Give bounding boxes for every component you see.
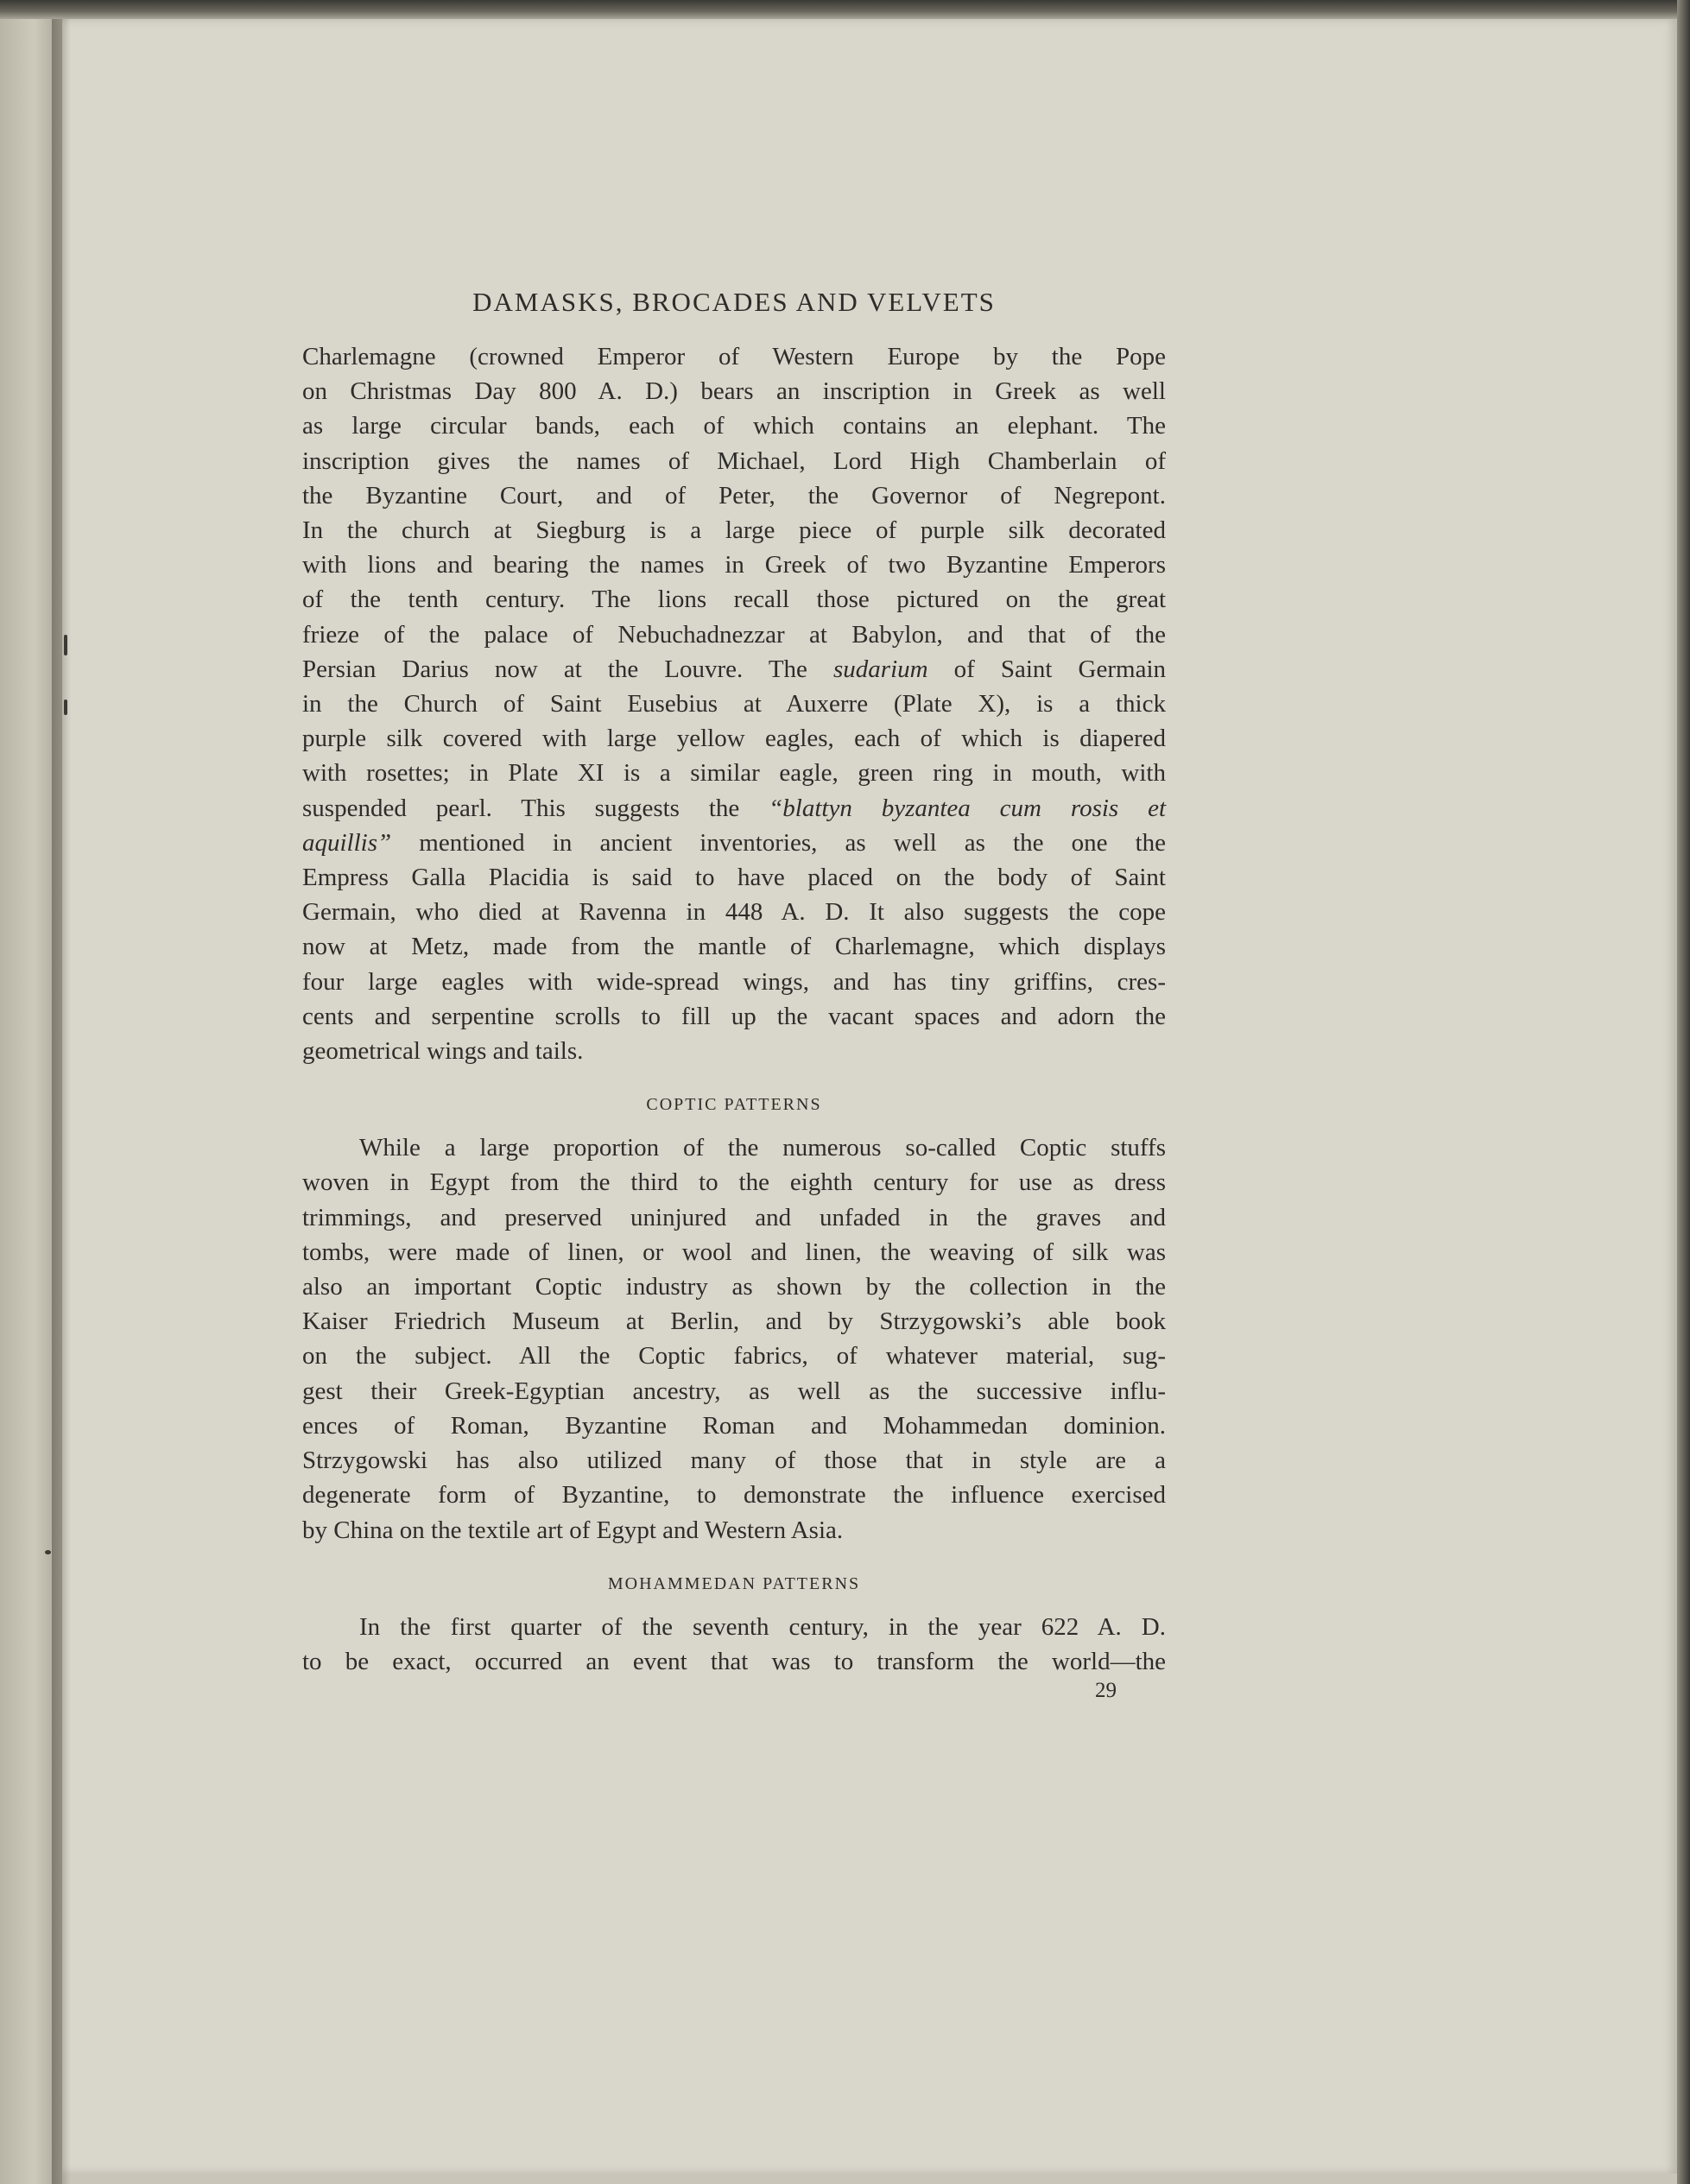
italic-latin-quote-end: aquillis” bbox=[302, 828, 392, 857]
text-line: ences of Roman, Byzantine Roman and Mohammedan dominion. bbox=[302, 1411, 1166, 1440]
text-line: geometrical wings and tails. bbox=[302, 1037, 584, 1066]
running-head: DAMASKS, BROCADES AND VELVETS bbox=[472, 287, 996, 317]
text-line: frieze of the palace of Nebuchadnezzar at Babylon, and that of the bbox=[302, 620, 1166, 649]
text-line: four large eagles with wide-spread wings, and has tiny griffins, cres- bbox=[302, 967, 1166, 996]
text-line: Kaiser Friedrich Museum at Berlin, and by Strzygowski’s able book bbox=[302, 1307, 1166, 1336]
paper-speck bbox=[64, 700, 67, 715]
text-line bbox=[302, 652, 1166, 687]
text-line: tombs, were made of linen, or wool and linen, the weaving of silk was bbox=[302, 1238, 1166, 1266]
text-line: Strzygowski has also utilized many of those that in style are a bbox=[302, 1447, 1166, 1475]
text-line: trimmings, and preserved uninjured and unfaded in the graves and bbox=[302, 1203, 1166, 1231]
page-text-block bbox=[302, 281, 1166, 1679]
text-line: by China on the textile art of Egypt and Western Asia. bbox=[302, 1516, 844, 1544]
text-segment: mentioned in ancient inventories, as well as the one the bbox=[391, 828, 1166, 857]
italic-latin-quote: “blattyn byzantea cum rosis et bbox=[769, 794, 1166, 822]
italic-term-sudarium: sudarium bbox=[833, 655, 928, 683]
text-line: woven in Egypt from the third to the eighth century for use as dress bbox=[302, 1168, 1166, 1197]
text-line: cents and serpentine scrolls to fill up the vacant spaces and adorn the bbox=[302, 1002, 1166, 1030]
right-scan-edge bbox=[1677, 0, 1690, 2184]
text-line bbox=[302, 791, 1166, 826]
section-heading-mohammedan: MOHAMMEDAN PATTERNS bbox=[607, 1573, 861, 1593]
text-line: In the first quarter of the seventh century, in the year 622 A. D. bbox=[359, 1612, 1166, 1641]
text-line: degenerate form of Byzantine, to demonstrate the influence exercised bbox=[302, 1481, 1166, 1510]
gutter-shadow bbox=[52, 0, 71, 2184]
text-line: In the church at Siegburg is a large piece of purple silk decorated bbox=[302, 516, 1166, 545]
text-line: with rosettes; in Plate XI is a similar eagle, green ring in mouth, with bbox=[302, 759, 1166, 788]
text-line: the Byzantine Court, and of Peter, the Governor of Negrepont. bbox=[302, 481, 1166, 510]
text-segment: suspended pearl. This suggests the bbox=[302, 794, 769, 822]
text-line: also an important Coptic industry as shown by the collection in the bbox=[302, 1273, 1166, 1301]
text-line: in the Church of Saint Eusebius at Auxerre (Plate X), is a thick bbox=[302, 690, 1166, 719]
paragraph-mohammedan bbox=[302, 1610, 1166, 1679]
text-line: as large circular bands, each of which contains an elephant. The bbox=[302, 412, 1166, 440]
text-line bbox=[302, 826, 1166, 860]
text-line: on Christmas Day 800 A. D.) bears an inscription in Greek as well bbox=[302, 377, 1166, 406]
text-line: now at Metz, made from the mantle of Charlemagne, which displays bbox=[302, 933, 1166, 961]
text-line: Empress Galla Placidia is said to have placed on the body of Saint bbox=[302, 864, 1166, 892]
text-line: with lions and bearing the names in Greek of two Byzantine Emperors bbox=[302, 551, 1166, 579]
text-line: inscription gives the names of Michael, Lord High Chamberlain of bbox=[302, 446, 1166, 475]
paragraph-coptic bbox=[302, 1130, 1166, 1547]
page-number: 29 bbox=[1095, 1679, 1117, 1702]
text-line: to be exact, occurred an event that was to transform the world—the bbox=[302, 1647, 1166, 1675]
text-line: gest their Greek-Egyptian ancestry, as well as the successive influ- bbox=[302, 1377, 1166, 1405]
paper-speck bbox=[45, 1550, 51, 1554]
text-line: of the tenth century. The lions recall those pictured on the great bbox=[302, 586, 1166, 614]
top-scan-edge bbox=[0, 0, 1690, 19]
paragraph-charlemagne bbox=[302, 339, 1166, 1068]
paper-speck bbox=[64, 635, 67, 655]
text-segment: Persian Darius now at the Louvre. The bbox=[302, 655, 833, 683]
text-line: on the subject. All the Coptic fabrics, of whatever material, sug- bbox=[302, 1342, 1166, 1371]
text-line: purple silk covered with large yellow eagles, each of which is diapered bbox=[302, 725, 1166, 753]
section-heading-coptic: COPTIC PATTERNS bbox=[646, 1095, 822, 1115]
text-segment: of Saint Germain bbox=[927, 655, 1166, 683]
text-line: Charlemagne (crowned Emperor of Western Europe by the Pope bbox=[302, 343, 1166, 370]
text-line: Germain, who died at Ravenna in 448 A. D. It also suggests the cope bbox=[302, 898, 1166, 927]
text-line: While a large proportion of the numerous so-called Coptic stuffs bbox=[359, 1134, 1166, 1162]
